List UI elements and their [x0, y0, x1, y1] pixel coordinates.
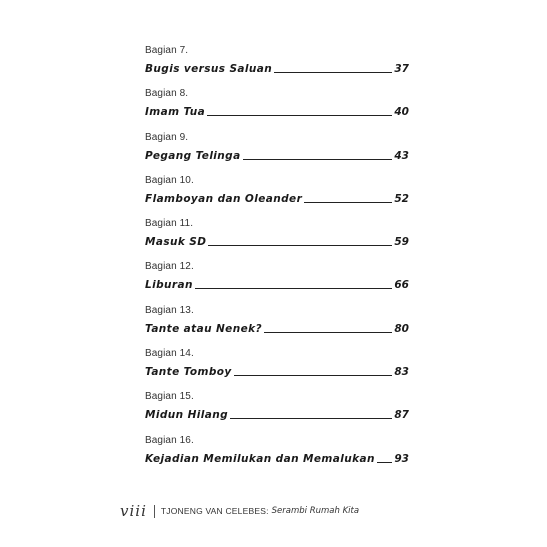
page-number: 43	[394, 149, 409, 162]
leader-line	[377, 461, 393, 463]
toc-entry	[145, 390, 409, 433]
folio-number: viii	[120, 502, 147, 520]
section-number: Bagian 14.	[145, 348, 194, 360]
chapter-title: Masuk SD	[145, 236, 207, 249]
chapter-title: Imam Tua	[145, 106, 206, 119]
chapter-title: Flamboyan dan Oleander	[145, 192, 303, 205]
toc-entry	[145, 217, 409, 260]
chapter-title: Kejadian Memilukan dan Memalukan	[145, 452, 375, 465]
leader-line	[264, 331, 392, 333]
toc-line	[145, 147, 409, 163]
footer-divider	[154, 505, 155, 518]
toc-line	[145, 190, 409, 206]
chapter-title: Tante atau Nenek?	[145, 322, 262, 335]
leader-line	[208, 244, 392, 246]
toc-entry	[145, 131, 409, 174]
toc-entry	[145, 260, 409, 303]
section-number: Bagian 10.	[145, 174, 194, 186]
page-number: 80	[394, 322, 409, 335]
page-number: 40	[394, 106, 409, 119]
section-number: Bagian 13.	[145, 304, 194, 316]
section-number: Bagian 15.	[145, 391, 194, 403]
leader-line	[304, 201, 392, 203]
leader-line	[207, 114, 392, 116]
section-number: Bagian 8.	[145, 88, 189, 100]
toc-entry	[145, 304, 409, 347]
page-number: 83	[394, 366, 409, 379]
book-title: TJONENG VAN CELEBES:	[160, 506, 269, 516]
page-number: 93	[394, 452, 409, 465]
chapter-title: Midun Hilang	[145, 409, 229, 422]
toc-line	[145, 233, 409, 249]
table-of-contents	[145, 44, 409, 477]
page-footer	[120, 502, 359, 520]
toc-line	[145, 276, 409, 292]
leader-line	[274, 71, 392, 73]
leader-line	[243, 158, 393, 160]
toc-line	[145, 320, 409, 336]
toc-entry	[145, 44, 409, 87]
toc-entry	[145, 347, 409, 390]
leader-line	[230, 417, 392, 419]
section-number: Bagian 9.	[145, 131, 189, 143]
page-number: 37	[394, 63, 409, 75]
book-subtitle: Serambi Rumah Kita	[271, 506, 360, 516]
page-number: 87	[394, 409, 409, 422]
chapter-title: Pegang Telinga	[145, 149, 241, 162]
chapter-title: Liburan	[145, 279, 193, 292]
page-number: 52	[394, 192, 409, 205]
section-number: Bagian 16.	[145, 434, 194, 446]
leader-line	[234, 374, 393, 376]
page-number: 66	[394, 279, 409, 292]
chapter-title: Tante Tomboy	[145, 366, 232, 379]
toc-line	[145, 60, 409, 76]
toc-line	[145, 363, 409, 379]
page-number: 59	[394, 236, 409, 249]
section-number: Bagian 12.	[145, 261, 194, 273]
section-number: Bagian 11.	[145, 218, 194, 230]
toc-entry	[145, 174, 409, 217]
chapter-title: Bugis versus Saluan	[145, 63, 273, 75]
toc-line	[145, 450, 409, 466]
toc-line	[145, 103, 409, 119]
toc-entry	[145, 87, 409, 130]
toc-entry	[145, 434, 409, 477]
leader-line	[195, 287, 393, 289]
toc-line	[145, 406, 409, 422]
section-number: Bagian 7.	[145, 45, 189, 56]
